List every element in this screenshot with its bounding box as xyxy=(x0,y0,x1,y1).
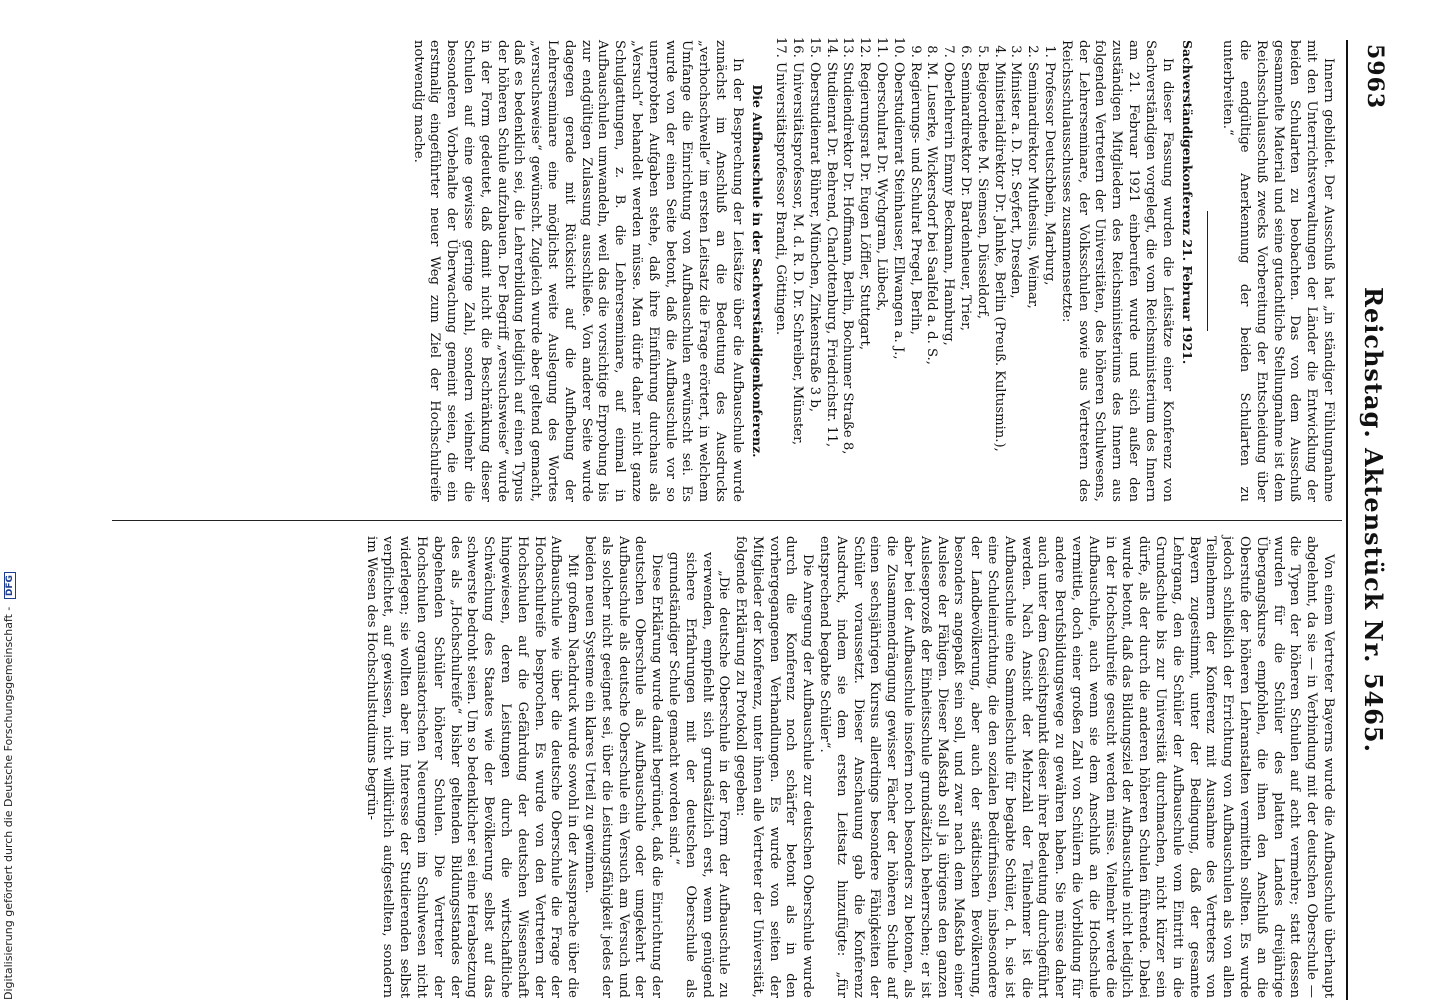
list-item: 5. Beigeordnete M. Siemsen, Düsseldorf, xyxy=(973,62,990,502)
document-page xyxy=(104,40,1394,1000)
page-header xyxy=(1350,40,1394,1000)
list-item: 15. Oberstudienrat Bührer, München, Zinkenstraße 3 b, xyxy=(805,62,822,502)
section-heading: Sachverständigenkonferenz 21. Februar 1921. xyxy=(1180,40,1196,365)
list-item: 13. Studiendirektor Dr. Hoffmann, Berlin, Bochumer Straße 8, xyxy=(839,62,856,502)
list-item: 14. Studienrat Dr. Behrend, Charlottenburg, Friedrichstr. 11, xyxy=(822,62,839,502)
paragraph: Mit großem Nachdruck wurde sowohl in der Aussprache über die Aufbauschule wie über die deutsche Oberschule die Frage der Hochschulreife besprochen. Es wurde von den Vertretern der Hochschulen auf die Gefährdung der deutschen Wissenschaft hingewiesen, deren Leistungen durch die wirtschaftliche Schwächung des Staates wie der Bevölkerung selbst auf das schwerste bedroht seien. Um so bedenklicher sei eine Herabsetzung des als „Hochschulreife“ bisher geltenden Bildungsstandes der abgehenden Schüler höherer Schulen. Die Vertreter der Hochschulen organisatorischen Neuerungen im Schulwesen nicht widerlegen; sie wollten aber im Interesse der Studierenden selbst verpflichtet, auf gewissen, nicht willkürlich aufgestellten, sondern im Wesen des Hochschulstudiums begrün- xyxy=(363,536,581,998)
paragraph: Diese Erklärung wurde damit begründet, daß die Einrichtung der deutschen Oberschule als Aufbauschule oder umgekehrt der Aufbauschule als deutsche Oberschule ein Versuch am Versuch und als solcher nicht geeignet sei, über die Leistungsfähigkeit jedes der beiden neuen Systeme ein klares Urteil zu gewinnen. xyxy=(581,536,665,998)
member-list xyxy=(772,40,1058,502)
list-item: 2. Seminardirektor Muthesius, Weimar, xyxy=(1023,62,1040,502)
header-rule xyxy=(1346,40,1348,1000)
page-title: Reichstag. Aktenstück Nr. 5465. xyxy=(1359,287,1388,753)
paragraph: In dieser Fassung wurden die Leitsätze einer Konferenz von Sachverständigen vorgelegt, die vom Reichsministerium des Innern am 21. Februar 1921 einberufen wurde und sich außer den zuständigen Mitgliedern des Reichsministeriums des Innern aus folgenden Vertretern der Universitäten, des höheren Schulwesens, der Lehrerseminare, der Volksschulen sowie aus Vertretern des Reichsschulausschusses zusammensetzte: xyxy=(1058,40,1175,502)
list-item: 9. Regierungs- und Schulrat Pregel, Berlin, xyxy=(906,62,923,502)
list-item: 11. Oberschulrat Dr. Wychgram, Lübeck, xyxy=(872,62,889,502)
list-item: 3. Minister a. D. Dr. Seyfert, Dresden, xyxy=(1007,62,1024,502)
page-number: 5963 xyxy=(1362,44,1388,110)
left-column xyxy=(409,40,1336,502)
list-item: 12. Regierungsrat Dr. Eugen Löffler, Stuttgart, xyxy=(855,62,872,502)
section-separator xyxy=(1207,211,1208,331)
digitization-text: Digitalisierung gefördert durch die Deutsche Forschungsgemeinschaft - xyxy=(2,606,15,1000)
paragraph: Die Anregung der Aufbauschule zur deutschen Oberschule wurde durch die Konferenz noch schärfer betont als in den vorhergegangenen Verhandlungen. Es wurde von seiten der Mitglieder der Konferenz, unter ihnen alle Vertreter der Universität, folgende Erklärung zu Protokoll gegeben: xyxy=(733,536,816,998)
list-item: 17. Universitätsprofessor Brandi, Göttingen. xyxy=(772,62,789,502)
paragraph: Von einem Vertreter Bayerns wurde die Aufbauschule überhaupt abgelehnt, da sie — in Verbindung mit der deutschen Oberschule — die Typen der höheren Schulen auf acht vermehre; statt dessen wurden für die Schüler des platten Landes dreijährige Übergangskurse empfohlen, die ihnen den Anschluß an die Oberstufe der höheren Lehranstalten vermitteln sollten. Es wurde jedoch schließlich der Errichtung von Aufbauschulen als von allen Teilnehmern der Konferenz mit Ausnahme des Vertreters von Bayern zugestimmt, unter der Bedingung, daß der gesamte Lehrgang, den die Schüler der Aufbauschule vom Eintritt in die Grundschule bis zur Universität durchmachen, nicht kürzer sein dürfe, als der durch die anderen höheren Schulen führende. Dabei wurde betont, daß das Bildungsziel der Aufbauschule nicht lediglich in der Hochschulreife gesucht werden müsse. Vielmehr werde die Aufbauschule, auch wenn sie dem Anschluß an die Hochschule vermittle, doch einer großen Zahl von Schülern die Vorbildung für andere Berufsbildungswege zu gewähren haben. Sie müsse daher auch unter dem Gesichtspunkt dieser ihrer Bedeutung durchgeführt werden. Nach Ansicht der Mehrzahl der Teilnehmer ist die Aufbauschule eine Sammelschule für begabte Schüler, d. h. sie ist eine Schuleinrichtung, die den sozialen Bedürfnissen, insbesondere der Landbevölkerung, aber auch der städtischen Bevölkerung, besonders angepaßt sein soll, und zwar nach dem Maßstab einer Auslese der Fähigen. Dieser Maßstab soll ja übrigens den ganzen Ausleseprozeß der Einheitsschule grundsätzlich beherrschen; er ist aber bei der Aufbauschule insofern noch besonders zu betonen, als die Zusammendrängung gewisser Fächer der höheren Schule auf einen sechsjährigen Kursus allerdings besondere Fähigkeiten der Schüler voraussetzt. Dieser Anschauung gab die Konferenz Ausdruck, indem sie dem ersten Leitsatz hinzufügte: „für entsprechend begabte Schüler“. xyxy=(817,536,1336,998)
paragraph: Innern gebildet. Der Ausschuß hat „in ständiger Fühlungnahme mit den Unterrichtsverwaltungen der Länder die Entwicklung der beiden Schularten zu beobachten. Das von dem Ausschuß gesammelte Material und seine gutachtliche Stellungnahme ist dem Reichsschulausschuß zwecks Vorbereitung der Entscheidung über die endgültige Anerkennung der beiden Schularten zu unterbreiten.“ xyxy=(1220,40,1336,502)
quoted-statement: „Die deutsche Oberschule in der Form der Aufbauschule zu verwenden, empfiehlt sich grundsätzlich erst, wenn genügend sichere Erfahrungen mit der deutschen Oberschule als grundständiger Schule gemacht worden sind.“ xyxy=(665,552,732,998)
dfg-logo: DFG xyxy=(4,572,16,599)
list-item: 16. Universitätsprofessor, M. d. R. D. Dr. Schreiber, Münster, xyxy=(788,62,805,502)
column-divider xyxy=(112,520,1342,521)
list-item: 1. Professor Deutschbein, Marburg, xyxy=(1040,62,1057,502)
list-item: 7. Oberlehrerin Emmy Beckmann, Hamburg, xyxy=(939,62,956,502)
right-column xyxy=(362,536,1336,998)
section-heading: Die Aufbauschule in der Sachverständigenkonferenz. xyxy=(750,84,766,458)
list-item: 6. Seminardirektor Dr. Bardenheuer, Trier, xyxy=(956,62,973,502)
digitization-note xyxy=(2,572,16,1000)
list-item: 10. Oberstudienrat Steinhauser, Ellwangen a. J., xyxy=(889,62,906,502)
list-item: 8. M. Luserke, Wickersdorf bei Saalfeld a. d. S., xyxy=(923,62,940,502)
paragraph: In der Besprechung der Leitsätze über die Aufbauschule wurde zunächst im Anschluß an die Bedeutung des Ausdrucks „verhochschwelle“ im ersten Leitsatz die Frage erörtert, in welchem Umfange die Einrichtung von Aufbauschulen erwünscht sei. Es wurde von der einen Seite betont, daß die Aufbauschule vor so unerprobten Aufgaben stehe, daß ihre Einführung durchaus als „Versuch“ behandelt werden müsse. Man dürfe daher nicht ganze Schulgattungen, z. B. die Lehrerseminare, auf einmal in Aufbauschulen umwandeln, weil das die vorsichtige Erprobung bis zur endgültigen Zulassung ausschließe. Von anderer Seite wurde dagegen gerade mit Rücksicht auf die Aufhebung der Lehrerseminare eine möglichst weite Auslegung des Wortes „versuchsweise“ gewünscht. Zugleich wurde aber geltend gemacht, daß es bedenklich sei, die Lehrerbildung lediglich auf einen Typus der höheren Schule aufzubauen. Der Begriff „versuchsweise“ wurde in der Form gedeutet, daß damit nicht die Beschränkung dieser Schulen auf eine gewisse geringe Zahl, sondern vielmehr die besonderen Vorbehalte der Überwachung gemeint seien, die ein erstmalig eingeführter neuer Weg zum Ziel der Hochschulreife notwendig mache. xyxy=(410,40,745,502)
list-item: 4. Ministerialdirektor Dr. Jahnke, Berlin (Preuß. Kultusmin.), xyxy=(990,62,1007,502)
